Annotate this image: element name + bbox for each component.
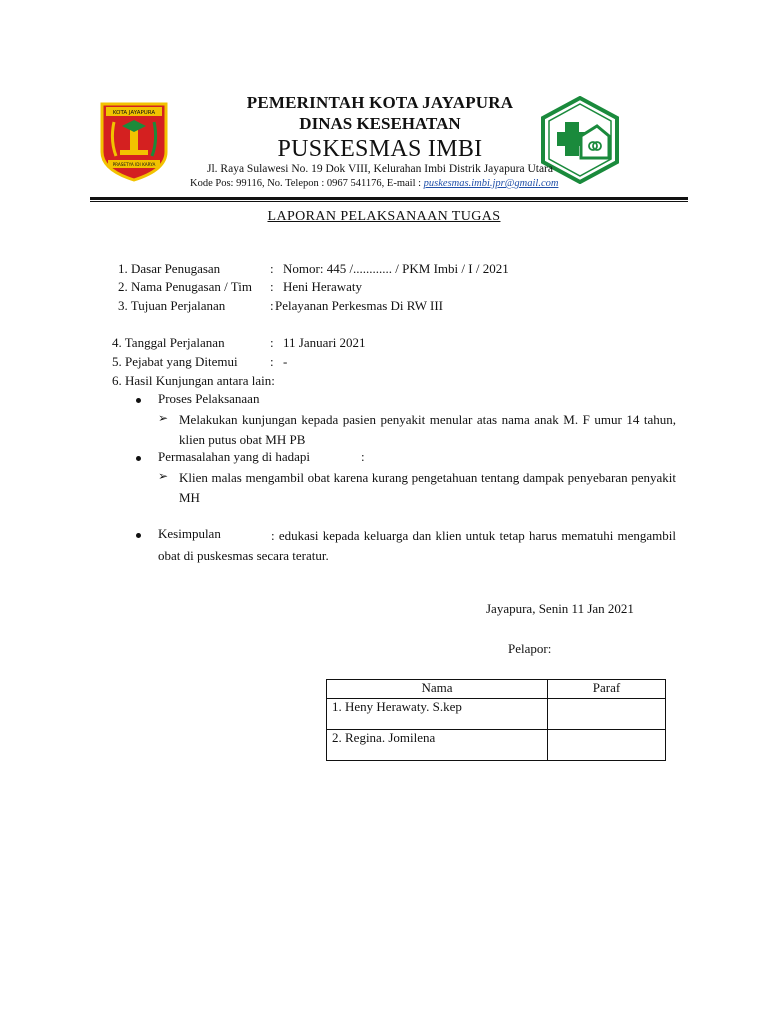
- signer-name: 1. Heny Herawaty. S.kep: [327, 699, 548, 730]
- logo-top-text: KOTA JAYAPURA: [112, 110, 156, 116]
- table-row: [327, 699, 666, 730]
- item-value: Pelayanan Perkesmas Di RW III: [275, 298, 443, 313]
- result-heading: Permasalahan yang di hadapi: [158, 449, 310, 464]
- signature-table: [326, 679, 666, 761]
- arrow-bullet-icon: ➢: [158, 469, 169, 483]
- item-label: 3. Tujuan Perjalanan: [118, 298, 226, 313]
- table-header-row: [327, 680, 666, 699]
- document-title: LAPORAN PELAKSANAAN TUGAS: [267, 209, 501, 224]
- item-value: Heni Herawaty: [283, 279, 363, 294]
- signer-name: 2. Regina. Jomilena: [327, 730, 548, 761]
- bullet-icon: [136, 398, 141, 403]
- item-value: Nomor: 445 /............ / PKM Imbi / I / 2021: [283, 261, 509, 276]
- org-address: Jl. Raya Sulawesi No. 19 Dok VIII, Kelurahan Imbi Distrik Jayapura Utara: [207, 163, 553, 175]
- item-label: 6. Hasil Kunjungan antara lain:: [112, 373, 275, 388]
- item-sep: :: [270, 354, 274, 369]
- item-value: 11 Januari 2021: [283, 335, 366, 350]
- result-detail: : edukasi kepada keluarga dan klien untuk tetap harus mematuhi mengambil obat di puskesmas secara teratur.: [158, 528, 676, 563]
- item-sep: :: [270, 261, 274, 276]
- item-sep: :: [270, 335, 274, 350]
- contact-prefix: Kode Pos: 99116, No. Telepon : 0967 541176, E-mail :: [190, 178, 424, 189]
- item-sep: :: [270, 298, 274, 313]
- org-line-1: PEMERINTAH KOTA JAYAPURA: [246, 93, 514, 112]
- header-rule-thick: [90, 197, 688, 200]
- reporter-label: Pelapor:: [508, 641, 552, 656]
- column-header: Nama: [327, 680, 548, 699]
- result-heading: Proses Pelaksanaan: [158, 391, 260, 406]
- signer-paraf: [548, 699, 666, 730]
- item-value: -: [283, 354, 288, 369]
- signer-paraf: [548, 730, 666, 761]
- org-contact: [190, 178, 558, 189]
- email-link[interactable]: puskesmas.imbi.jpr@gmail.com: [423, 178, 559, 189]
- item-label: 2. Nama Penugasan / Tim: [118, 279, 252, 294]
- item-label: 4. Tanggal Perjalanan: [112, 335, 225, 350]
- result-detail: Klien malas mengambil obat karena kurang pengetahuan tentang dampak penyebaran penyakit MH: [179, 470, 676, 505]
- place-date: Jayapura, Senin 11 Jan 2021: [486, 601, 634, 616]
- logo-bottom-text: PRASETYA IDI KARYA: [112, 162, 156, 167]
- bullet-icon: [136, 533, 141, 538]
- column-header: Paraf: [548, 680, 666, 699]
- org-line-3: PUSKESMAS IMBI: [277, 136, 483, 162]
- item-sep: :: [270, 279, 274, 294]
- arrow-bullet-icon: ➢: [158, 411, 169, 425]
- item-label: 1. Dasar Penugasan: [118, 261, 221, 276]
- org-line-2: DINAS KESEHATAN: [299, 114, 461, 133]
- result-sep: :: [361, 449, 365, 464]
- result-heading: Kesimpulan: [158, 526, 221, 541]
- header-rule-thin: [90, 201, 688, 202]
- bullet-icon: [136, 456, 141, 461]
- kota-jayapura-logo: [100, 102, 168, 182]
- table-row: [327, 730, 666, 761]
- item-label: 5. Pejabat yang Ditemui: [112, 354, 238, 369]
- result-detail: Melakukan kunjungan kepada pasien penyakit menular atas nama anak M. F umur 14 tahun, klien putus obat MH PB: [179, 412, 676, 447]
